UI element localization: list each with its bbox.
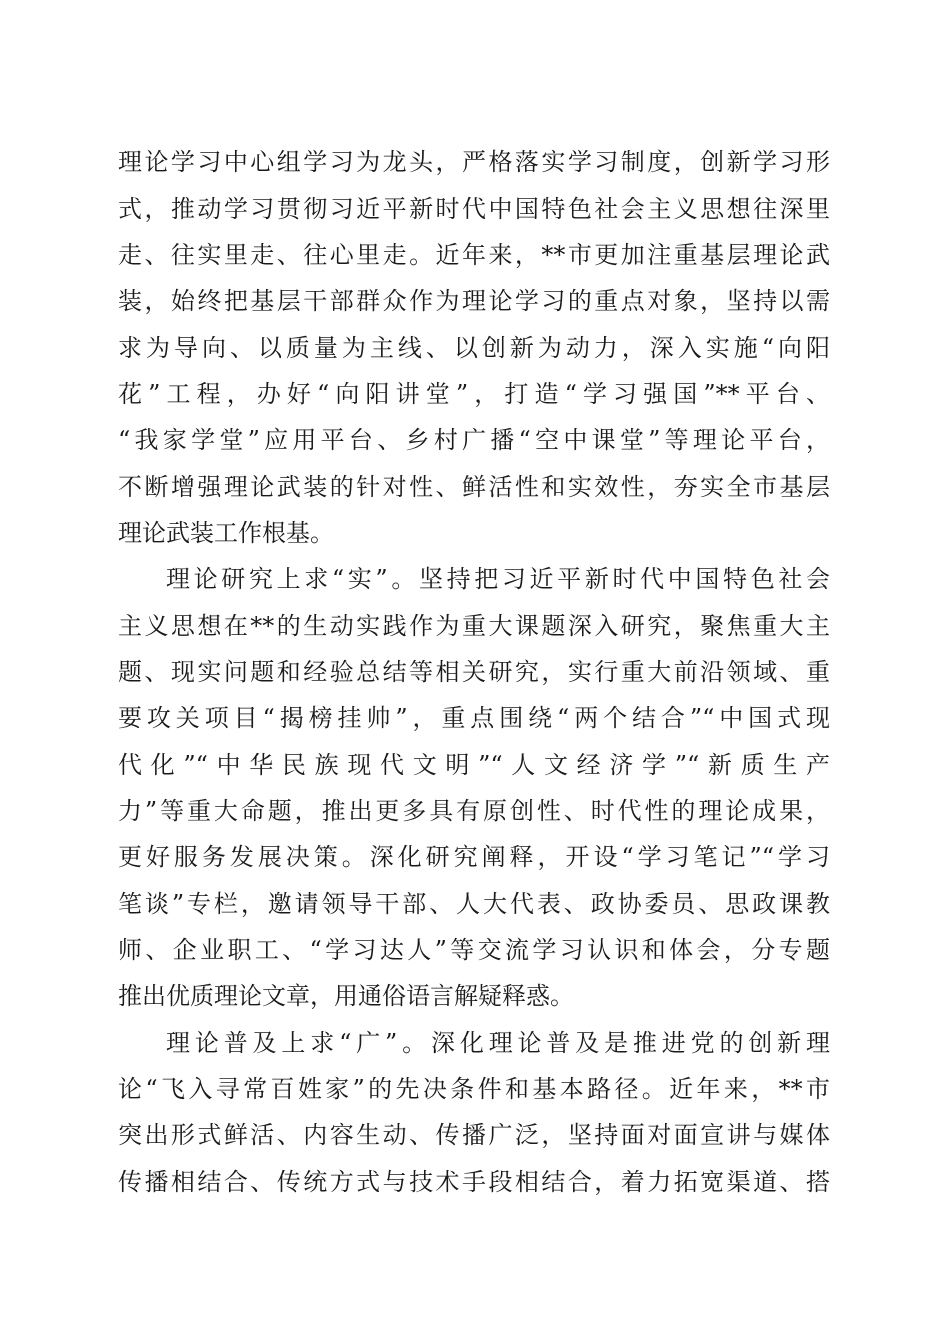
text-line: 突出形式鲜活、内容生动、传播广泛，坚持面对面宣讲与媒体 [118, 1121, 830, 1149]
text-line: 传播相结合、传统方式与技术手段相结合，着力拓宽渠道、搭 [118, 1168, 830, 1196]
text-line: “我家学堂”应用平台、乡村广播“空中课堂”等理论平台， [118, 426, 830, 454]
paragraph-heading-line: 理论普及上求“广”。深化理论普及是推进党的创新理 [166, 1029, 830, 1057]
text-line: 走、往实里走、往心里走。近年来，**市更加注重基层理论武 [118, 241, 830, 269]
text-line: 理论武装工作根基。 [118, 519, 334, 547]
text-line: 代化”“中华民族现代文明”“人文经济学”“新质生产 [118, 751, 830, 779]
text-line: 式，推动学习贯彻习近平新时代中国特色社会主义思想往深里 [118, 195, 830, 223]
text-line: 不断增强理论武装的针对性、鲜活性和实效性，夯实全市基层 [118, 473, 830, 501]
text-line: 推出优质理论文章，用通俗语言解疑释惑。 [118, 982, 574, 1010]
text-line: 花”工程，办好“向阳讲堂”，打造“学习强国”**平台、 [118, 380, 830, 408]
text-line: 要攻关项目“揭榜挂帅”，重点围绕“两个结合”“中国式现 [118, 704, 830, 732]
text-line: 理论学习中心组学习为龙头，严格落实学习制度，创新学习形 [118, 148, 830, 176]
text-line: 主义思想在**的生动实践作为重大课题深入研究，聚焦重大主 [118, 612, 830, 640]
text-line: 论“飞入寻常百姓家”的先决条件和基本路径。近年来，**市 [118, 1075, 830, 1103]
text-line: 师、企业职工、“学习达人”等交流学习认识和体会，分专题 [118, 936, 830, 964]
text-line: 力”等重大命题，推出更多具有原创性、时代性的理论成果， [118, 797, 830, 825]
text-line: 求为导向、以质量为主线、以创新为动力，深入实施“向阳 [118, 334, 830, 362]
text-line: 题、现实问题和经验总结等相关研究，实行重大前沿领域、重 [118, 658, 830, 686]
text-line: 更好服务发展决策。深化研究阐释，开设“学习笔记”“学习 [118, 843, 830, 871]
paragraph-heading-line: 理论研究上求“实”。坚持把习近平新时代中国特色社会 [166, 565, 830, 593]
text-line: 笔谈”专栏，邀请领导干部、人大代表、政协委员、思政课教 [118, 890, 830, 918]
text-line: 装，始终把基层干部群众作为理论学习的重点对象，坚持以需 [118, 287, 830, 315]
